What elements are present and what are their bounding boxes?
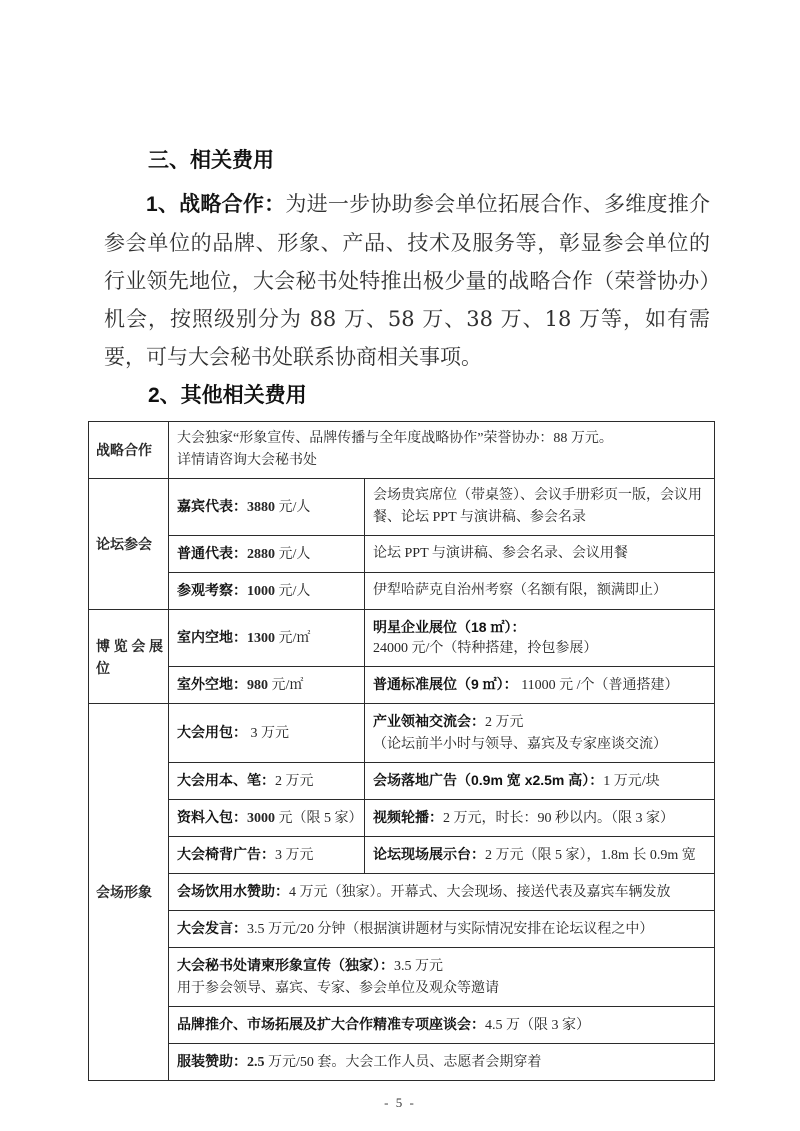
table-row-bag [89,704,715,763]
cell-outdoor-price [169,667,365,704]
fee-value: 3.5 万元/20 分钟（根据演讲题材与实际情况安排在论坛议程之中） [247,922,654,937]
fee-label: 普通代表： [177,545,247,561]
table-row-seminar [89,1007,715,1044]
fee-value: 3 万元 [247,726,289,741]
fee-label: 嘉宾代表： [177,498,247,514]
meeting-line2: （论坛前半小时与领导、嘉宾及专家座谈交流） [373,737,667,752]
fee-price: 2880 [247,547,275,562]
invitation-line1 [177,954,706,978]
cell-uniform [169,1044,715,1081]
booth-title: 明星企业展位（18 ㎡）： [373,619,526,635]
fee-value: 3 万元 [275,848,314,863]
cell-guest-rep-price [169,479,365,536]
table-row-regular-rep [89,536,715,573]
table-row-materials [89,800,715,837]
cell-display-stand [365,837,715,874]
table-row-notebook [89,763,715,800]
fee-label: 大会用本、笔： [177,772,275,788]
paragraph-body: 为进一步协助参会单位拓展合作、多维度推介参会单位的品牌、形象、产品、技术及服务等，彰显参会单位的行业领先地位，大会秘书处特推出极少量的战略合作（荣誉协办）机会，按照级别分为 88 万、58 万、38 万、18 万等，如有需要，可与大会秘书处联系协商相关事项。 [104,192,711,369]
fee-value: 2 万元 [275,774,314,789]
meeting-line1 [373,710,706,734]
fee-value: 2 万元 [485,715,524,730]
fee-unit: 元（限 5 家） [275,811,363,826]
table-row-chair-ad [89,837,715,874]
group-label-strategic: 战略合作 [89,422,169,479]
booth-price: 11000 元 /个（普通搭建） [517,678,679,693]
strategic-line2: 详情请咨询大会秘书处 [177,453,317,468]
fee-price: 3000 [247,811,275,826]
cell-tour-desc: 伊犁哈萨克自治州考察（名额有限，额满即止） [365,573,715,610]
cell-chair-ad-price [169,837,365,874]
fee-label: 产业领袖交流会： [373,713,485,729]
table-row-indoor [89,610,715,667]
fee-label: 会场饮用水赞助： [177,883,289,899]
cell-water-sponsor [169,874,715,911]
fee-value: 4.5 万（限 3 家） [485,1018,590,1033]
group-label-expo: 博览会展位 [89,610,169,704]
table-row-speech [89,911,715,948]
fee-value: 2 万元，时长：90 秒以内。（限 3 家） [443,811,674,826]
section-heading: 三、相关费用 [148,149,274,172]
table-row-water [89,874,715,911]
fee-unit: 元/㎡ [275,631,311,646]
sub-heading: 2、其他相关费用 [148,384,307,407]
table-row-strategic [89,422,715,479]
group-label-forum: 论坛参会 [89,479,169,610]
strategic-line1: 大会独家“形象宣传、品牌传播与全年度战略协作”荣誉协办：88 万元。 [177,431,613,446]
cell-bag-price [169,704,365,763]
fee-label: 大会发言： [177,920,247,936]
fee-price: 980 [247,678,268,693]
fee-value: 1 万元/块 [603,774,660,789]
fee-unit: 元/人 [275,547,311,562]
table-row-outdoor [89,667,715,704]
fee-value: 4 万元（独家）。开幕式、大会现场、接送代表及嘉宾车辆发放 [289,885,671,900]
group-label-venue: 会场形象 [89,704,169,1081]
fee-unit: 万元/50 套。大会工作人员、志愿者会期穿着 [264,1055,542,1070]
fee-value: 2 万元（限 5 家），1.8m 长 0.9m 宽 [485,848,696,863]
fee-label: 服装赞助： [177,1053,247,1069]
fee-label: 大会秘书处请柬形象宣传（独家）： [177,957,394,973]
booth-title: 普通标准展位（9 ㎡）： [373,676,518,692]
fee-price: 3880 [247,500,275,515]
cell-seminar [169,1007,715,1044]
cell-strategic-detail [169,422,715,479]
strategic-paragraph [104,185,710,376]
booth-price: 24000 元/个（特种搭建，拎包参展） [373,641,598,656]
cell-regular-rep-price [169,536,365,573]
paragraph-lead: 1、战略合作： [146,193,286,216]
fees-table [88,421,715,1081]
table-row-uniform [89,1044,715,1081]
fee-label: 室外空地： [177,676,247,692]
fee-unit: 元/人 [275,500,311,515]
cell-indoor-desc [365,610,715,667]
cell-leader-meeting [365,704,715,763]
fee-label: 会场落地广告（0.9m 宽 x2.5m 高）： [373,772,604,788]
fee-unit: 元/人 [275,584,311,599]
cell-tour-price [169,573,365,610]
fee-label: 大会用包： [177,724,247,740]
cell-floor-ad [365,763,715,800]
fee-price: 1000 [247,584,275,599]
cell-speech [169,911,715,948]
cell-video-loop [365,800,715,837]
page-number: - 5 - [384,1095,416,1110]
invitation-line2: 用于参会领导、嘉宾、专家、参会单位及观众等邀请 [177,981,499,996]
cell-guest-rep-benefits: 会场贵宾席位（带桌签）、会议手册彩页一版，会议用餐、论坛 PPT 与演讲稿、参会名录 [365,479,715,536]
cell-indoor-price [169,610,365,667]
fee-label: 参观考察： [177,582,247,598]
cell-notebook-price [169,763,365,800]
cell-outdoor-desc [365,667,715,704]
table-row-tour [89,573,715,610]
cell-materials-price [169,800,365,837]
fee-price: 2.5 [247,1055,265,1070]
fee-label: 视频轮播： [373,809,443,825]
fee-unit: 元/㎡ [268,678,304,693]
fee-label: 论坛现场展示台： [373,846,485,862]
fee-label: 室内空地： [177,629,247,645]
cell-regular-rep-benefits: 论坛 PPT 与演讲稿、参会名录、会议用餐 [365,536,715,573]
fee-value: 3.5 万元 [394,959,443,974]
table-row-invitation [89,948,715,1007]
fee-price: 1300 [247,631,275,646]
cell-invitation [169,948,715,1007]
fee-label: 资料入包： [177,809,247,825]
table-row-guest-rep [89,479,715,536]
fee-label: 品牌推介、市场拓展及扩大合作精准专项座谈会： [177,1016,485,1032]
fee-label: 大会椅背广告： [177,846,275,862]
